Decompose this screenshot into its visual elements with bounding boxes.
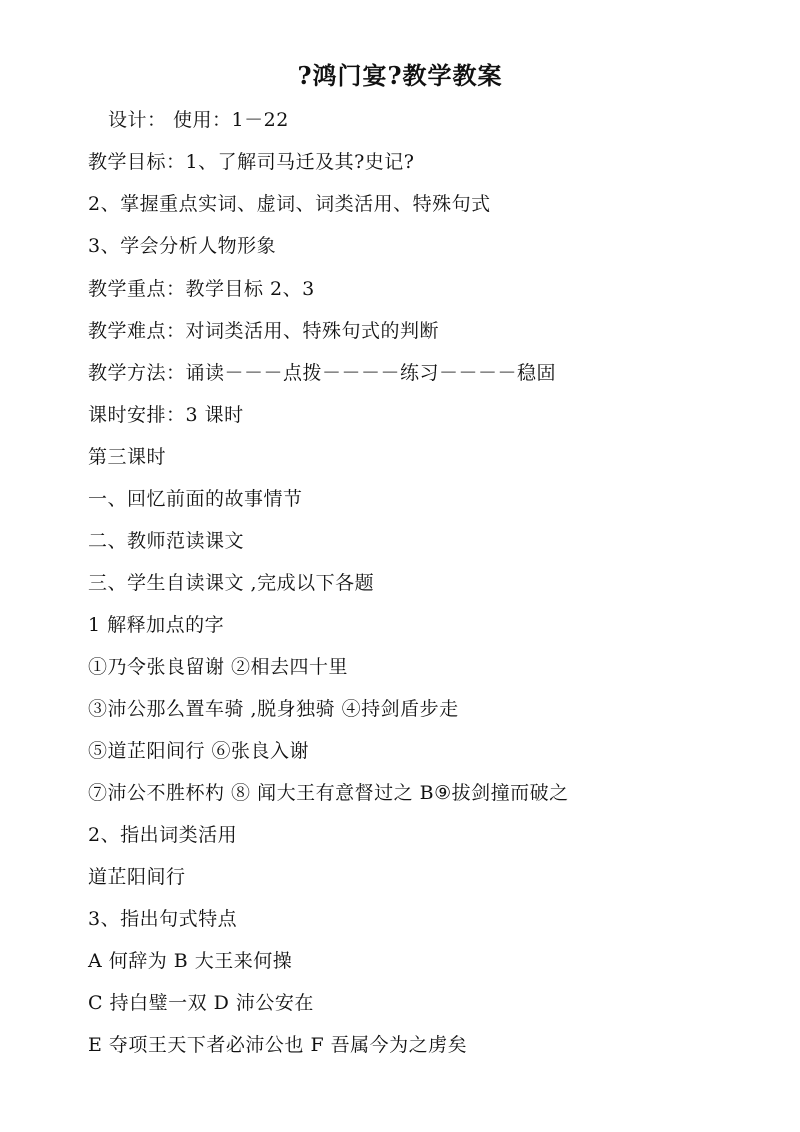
lesson-arrangement-line: 课时安排：3 课时 (88, 404, 244, 426)
exercise-2-heading: 2、指出词类活用 (88, 824, 238, 846)
exercise-3-row-2: C 持白璧一双 D 沛公安在 (88, 992, 314, 1014)
exercise-1-row-2: ③沛公那么置车骑 ,脱身独骑 ④持剑盾步走 (88, 698, 459, 720)
teaching-difficulty-line: 教学难点：对词类活用、特殊句式的判断 (88, 320, 440, 342)
exercise-1-row-1: ①乃令张良留谢 ②相去四十里 (88, 656, 349, 678)
section-three: 三、学生自读课文 ,完成以下各题 (88, 572, 375, 594)
teaching-focus-line: 教学重点：教学目标 2、3 (88, 278, 315, 300)
exercise-3-heading: 3、指出句式特点 (88, 908, 238, 930)
exercise-1-row-4: ⑦沛公不胜杯杓 ⑧ 闻大王有意督过之 B⑨拔剑撞而破之 (88, 782, 569, 804)
section-one: 一、回忆前面的故事情节 (88, 488, 303, 510)
exercise-1-heading: 1 解释加点的字 (88, 614, 225, 636)
exercise-3-row-3: E 夺项王天下者必沛公也 F 吾属今为之虏矣 (88, 1034, 468, 1056)
goal-item-3: 3、学会分析人物形象 (88, 235, 277, 257)
design-usage-line: 设计： 使用：1－22 (108, 109, 289, 131)
section-two: 二、教师范读课文 (88, 530, 245, 552)
exercise-3-row-1: A 何辞为 B 大王来何操 (88, 950, 293, 972)
document-title: ?鸿门宴?教学教案 (297, 61, 503, 90)
goal-item-2: 2、掌握重点实词、虚词、词类活用、特殊句式 (88, 193, 491, 215)
teaching-method-line: 教学方法：诵读－－－点拨－－－－练习－－－－稳固 (88, 362, 557, 384)
lesson-heading: 第三课时 (88, 446, 167, 468)
exercise-2-item: 道芷阳间行 (88, 866, 186, 888)
exercise-1-row-3: ⑤道芷阳间行 ⑥张良入谢 (88, 740, 310, 762)
teaching-goal-line: 教学目标：1、了解司马迁及其?史记? (88, 151, 415, 173)
